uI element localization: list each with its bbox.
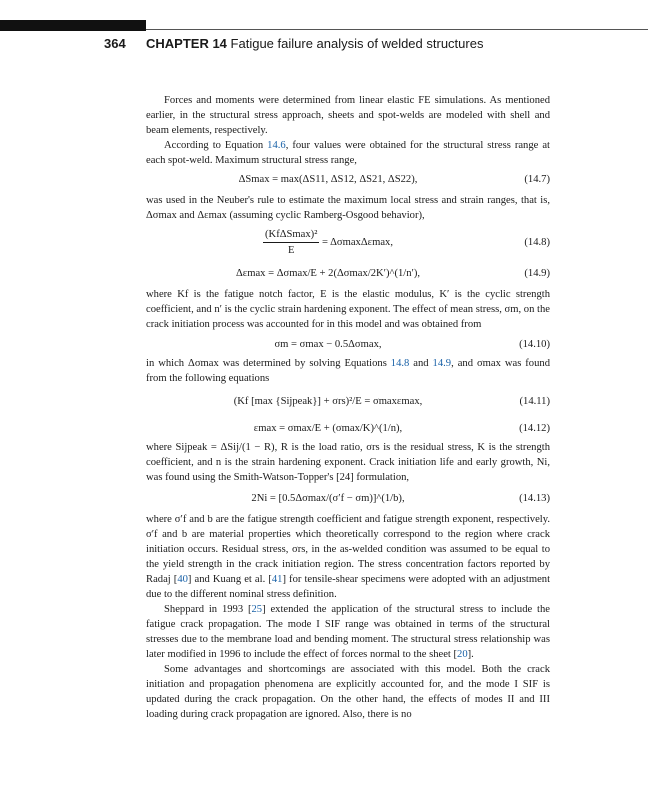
paragraph: was used in the Neuber's rule to estimate the maximum local stress and strain ranges, that is, Δσmax and Δεmax (assuming cyclic Ramberg-Osgood behavior), xyxy=(146,195,550,221)
equation-link[interactable]: 14.9 xyxy=(432,358,452,369)
header-bar xyxy=(0,20,146,31)
equation-14-11 xyxy=(146,394,550,409)
chapter-label: CHAPTER 14 xyxy=(146,36,227,51)
chapter-heading xyxy=(146,36,483,51)
page-body xyxy=(146,93,550,722)
equation-formula xyxy=(146,227,550,258)
equation-formula: Δεmax = Δσmax/E + 2(Δσmax/2K′)^(1/n′), xyxy=(235,268,421,279)
equation-number: (14.8) xyxy=(524,237,550,248)
equation-link[interactable]: 14.6 xyxy=(267,140,286,151)
paragraph: Sheppard in 1993 [25] extended the application of the structural stress to include the fatigue crack propagation. The mode I SIF range was obtained in terms of the structural stresses due to the membrane load and bending moment. The structural stress relationship was later modified in 1996 to include the effect of forces normal to the sheet [20]. xyxy=(146,604,550,660)
equation-number: (14.9) xyxy=(524,268,550,279)
equation-formula: εmax = σmax/E + (σmax/K)^(1/n), xyxy=(253,423,403,434)
paragraph: in which Δσmax was determined by solving Equations 14.8 and 14.9, and σmax was found from the following equations xyxy=(146,358,550,384)
paragraph: where σ′f and b are the fatigue strength coefficient and fatigue strength exponent, respectively. σ′f and b are material properties which theoretically correspond to the region where crack initiation occurs. Residual stress, σrs, in the as-welded condition was assumed to be equal to the yield strength in the crack initiation region. The stress concentration factors reported by Radaj [40] and Kuang et al. [41] for tensile-shear specimens were adopted with an adjustment due to the different nominal stress definition. xyxy=(146,514,551,600)
chapter-title: Fatigue failure analysis of welded structures xyxy=(230,36,484,51)
equation-number: (14.7) xyxy=(524,174,550,185)
paragraph: where Kf is the fatigue notch factor, E is the elastic modulus, K′ is the cyclic strength coefficient, and n′ is the cyclic strain hardening exponent. The effect of mean stress, σm, on the crack initiation process was accounted for in this model and was obtained from xyxy=(146,289,550,330)
citation-link[interactable]: 41 xyxy=(271,574,283,585)
equation-number: (14.13) xyxy=(519,493,550,504)
equation-rhs: = ΔσmaxΔεmax, xyxy=(322,236,393,248)
equation-number: (14.11) xyxy=(519,396,550,407)
equation-14-12 xyxy=(146,421,550,436)
equation-14-7 xyxy=(146,172,550,187)
equation-formula: (Kf [max {Sijpeak}] + σrs)²/E = σmaxεmax, xyxy=(233,396,423,407)
fraction-numerator: (KfΔSmax)² xyxy=(263,227,319,243)
equation-number: (14.10) xyxy=(519,339,550,350)
equation-number: (14.12) xyxy=(519,423,550,434)
fraction-denominator: E xyxy=(287,245,295,256)
citation-link[interactable]: 20 xyxy=(457,649,468,660)
equation-formula: σm = σmax − 0.5Δσmax, xyxy=(274,339,382,350)
running-header xyxy=(0,36,648,54)
citation-link[interactable]: 40 xyxy=(177,574,188,585)
equation-14-13 xyxy=(146,491,550,506)
equation-14-8 xyxy=(146,227,550,258)
citation-link[interactable]: 25 xyxy=(251,604,263,615)
fraction xyxy=(263,227,319,258)
equation-14-9 xyxy=(146,266,550,281)
paragraph: According to Equation 14.6, four values were obtained for the structural stress range at each spot-weld. Maximum structural stress range, xyxy=(146,140,550,166)
page-number: 364 xyxy=(104,36,126,51)
header-rule xyxy=(146,29,648,30)
equation-link[interactable]: 14.8 xyxy=(390,358,410,369)
equation-14-10 xyxy=(146,337,550,352)
equation-formula: 2Ni = [0.5Δσmax/(σ′f − σm)]^(1/b), xyxy=(251,493,405,504)
paragraph: Some advantages and shortcomings are associated with this model. Both the crack initiation and propagation phenomena are explicitly accounted for, and the mode I SIF is updated during the crack propagation. On the other hand, the effects of modes II and III loading during crack propagation are ignored. Also, there is no xyxy=(146,664,550,720)
paragraph: where Sijpeak = ΔSij/(1 − R), R is the load ratio, σrs is the residual stress, K is the strength coefficient, and n is the strain hardening exponent. Crack initiation life and early growth, Ni, was found using the Smith-Watson-Topper's [24] formulation, xyxy=(146,442,550,483)
equation-formula: ΔSmax = max(ΔS11, ΔS12, ΔS21, ΔS22), xyxy=(238,174,418,185)
paragraph: Forces and moments were determined from linear elastic FE simulations. As mentioned earlier, in the structural stress approach, sheets and spot-welds are modeled with shell and beam elements, respectively. xyxy=(146,95,550,136)
